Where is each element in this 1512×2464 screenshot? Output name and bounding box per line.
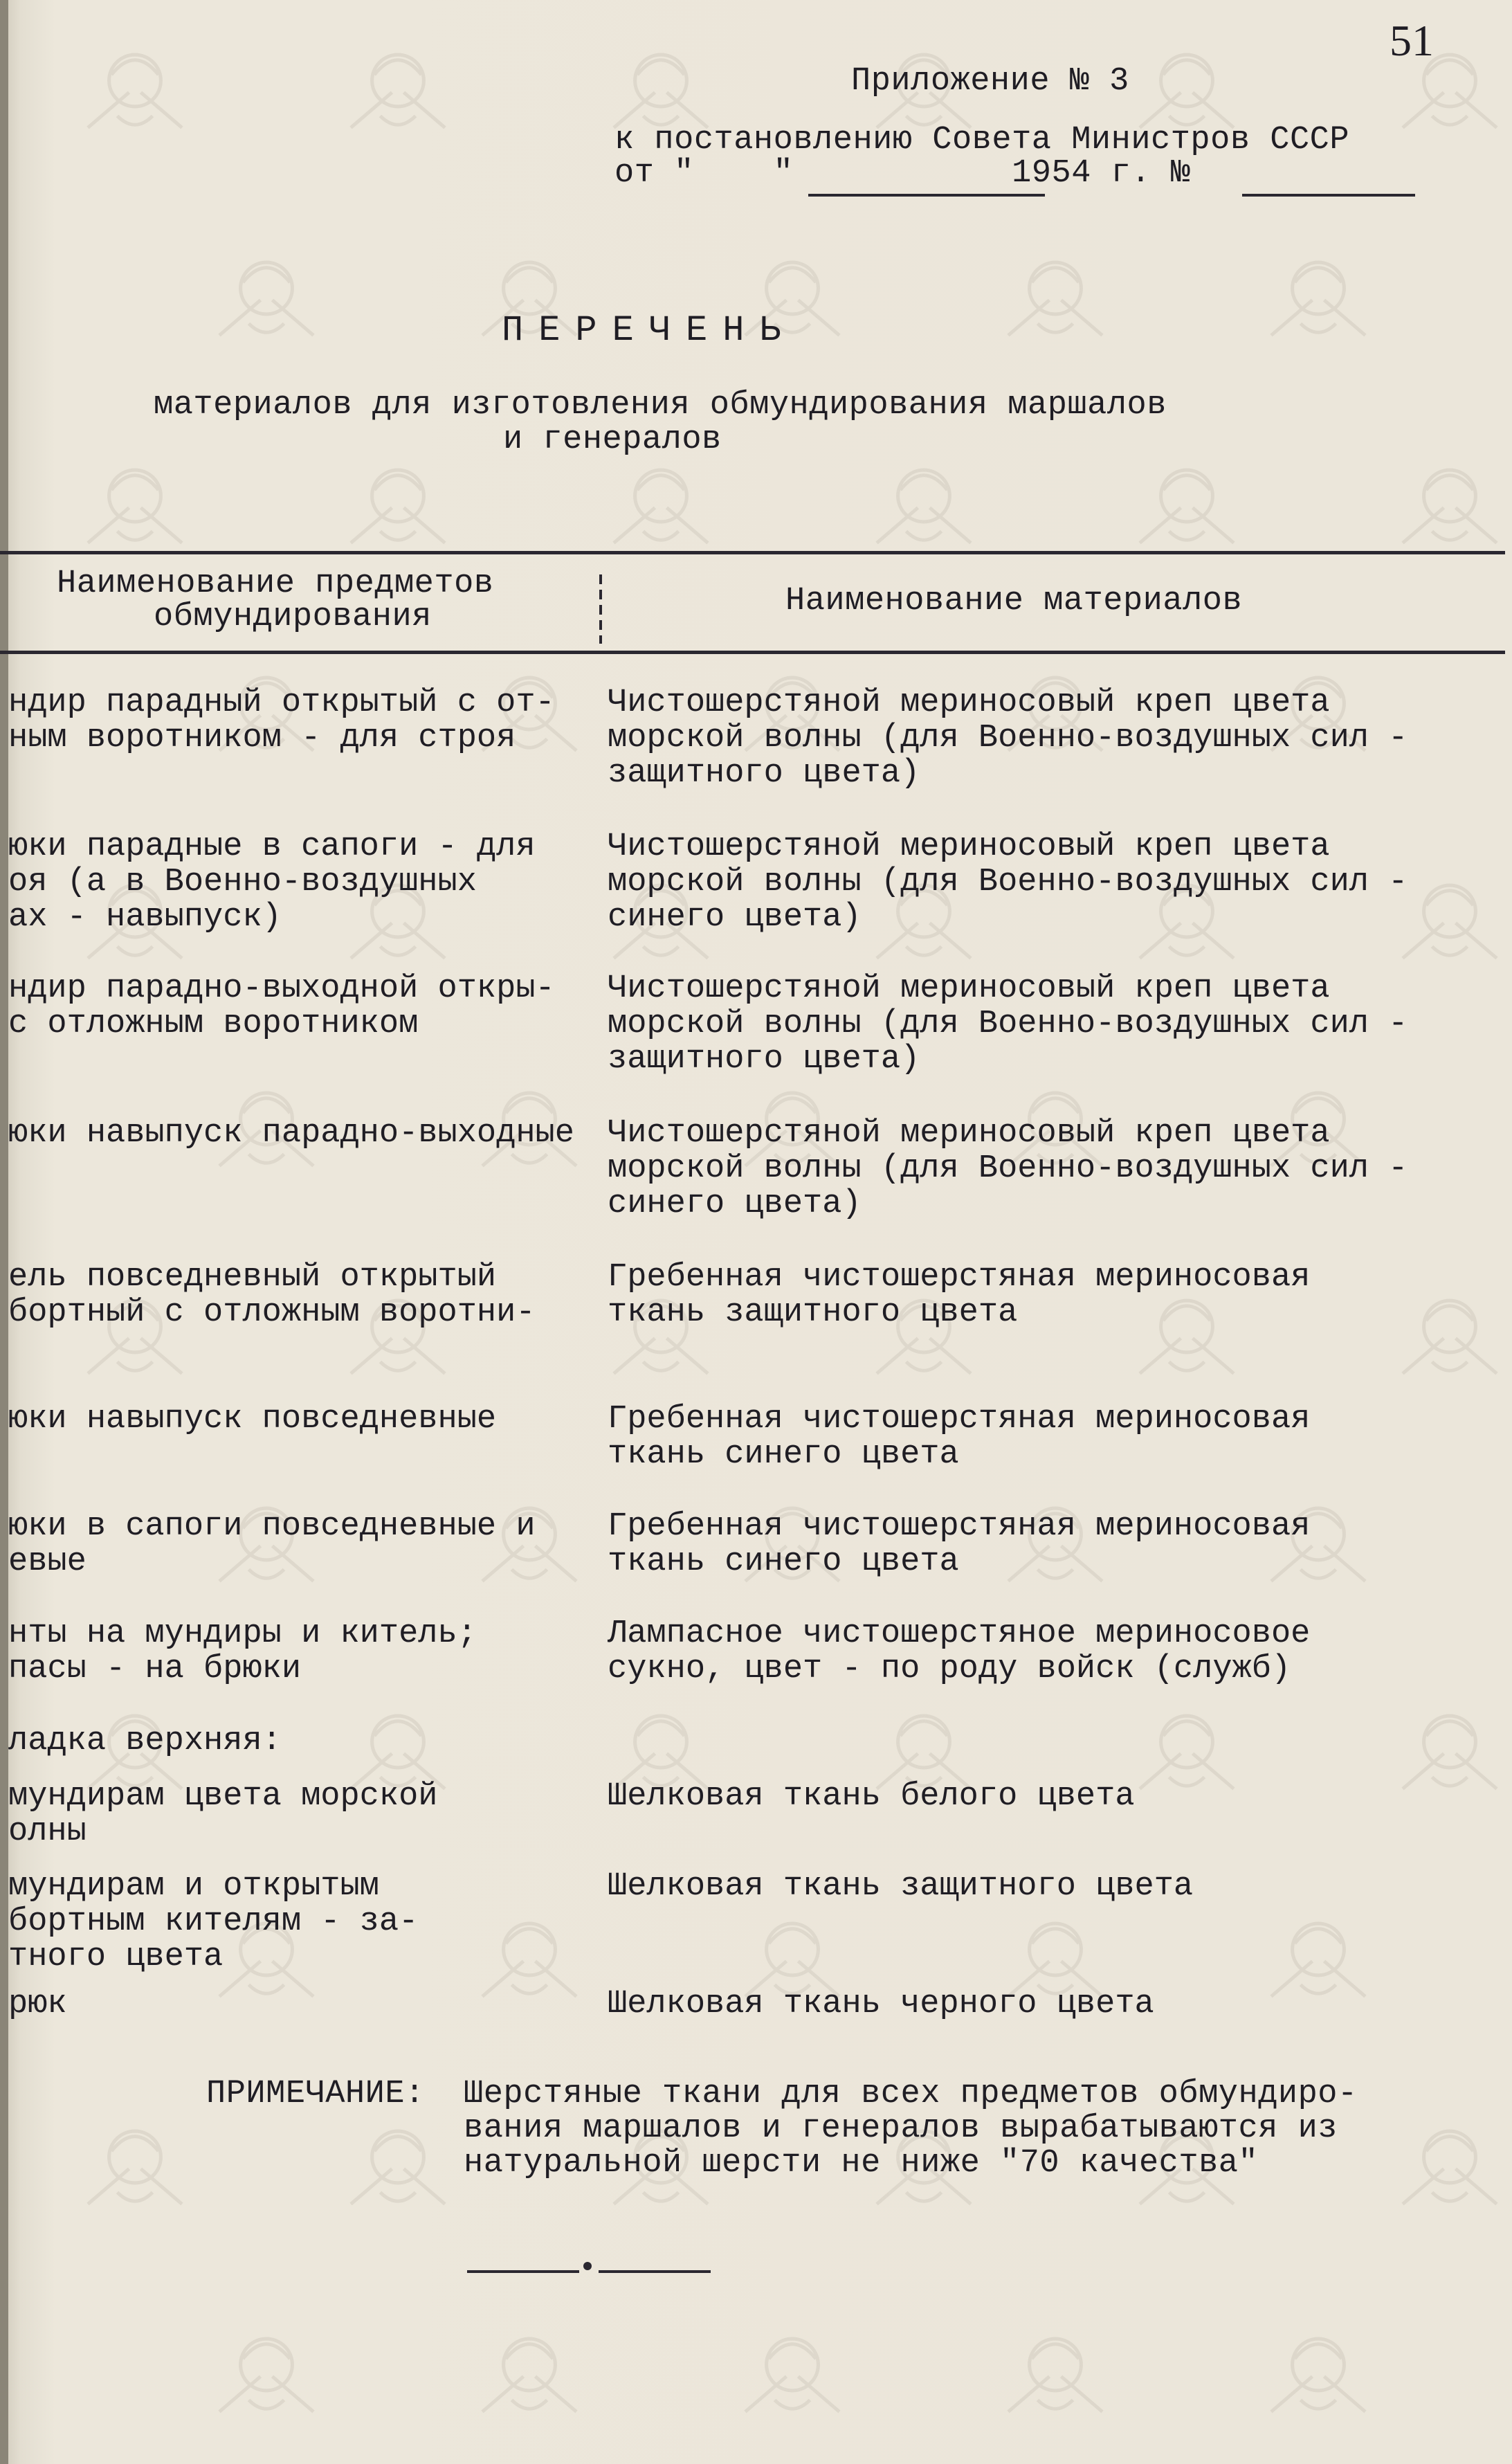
material-text-line: Чистошерстяной мериносовый креп цвета <box>608 1115 1330 1152</box>
number-blank-line <box>1242 194 1415 197</box>
material-text-line: ткань синего цвета <box>608 1436 959 1473</box>
item-text-line: тного цвета <box>8 1939 224 1975</box>
watermark-emblem-icon <box>865 443 983 561</box>
column-divider <box>599 574 602 644</box>
watermark-emblem-icon <box>339 28 457 145</box>
item-text-line: с отложным воротником <box>8 1006 419 1042</box>
material-text-line: Гребенная чистошерстяная мериносовая <box>608 1508 1311 1545</box>
item-text-line: мундирам и открытым <box>8 1869 379 1905</box>
watermark-emblem-icon <box>76 443 194 561</box>
subtitle-line-1: материалов для изготовления обмундирования маршалов <box>154 387 1167 424</box>
watermark-emblem-icon <box>602 443 720 561</box>
watermark-emblem-icon <box>339 2104 457 2222</box>
item-text-line: евые <box>8 1543 86 1580</box>
watermark-emblem-icon <box>1259 1896 1377 2014</box>
watermark-emblem-icon <box>76 2104 194 2222</box>
col2-header: Наименование материалов <box>785 583 1243 619</box>
watermark-emblem-icon <box>339 443 457 561</box>
header-bottom-rule <box>0 651 1505 654</box>
item-text-line: ладка верхняя: <box>8 1723 282 1759</box>
material-text-line: морской волны (для Военно-воздушных сил - <box>608 720 1408 757</box>
watermark-emblem-icon <box>208 2312 325 2429</box>
material-text-line: Чистошерстяной мериносовый креп цвета <box>608 828 1330 865</box>
item-text-line: бортным кителям - за- <box>8 1903 419 1940</box>
material-text-line: сукно, цвет - по роду войск (служб) <box>608 1651 1291 1687</box>
material-text-line: синего цвета) <box>608 899 862 936</box>
table-top-rule <box>0 551 1505 554</box>
material-text-line: морской волны (для Военно-воздушных сил - <box>608 1006 1408 1042</box>
material-text-line: защитного цвета) <box>608 1041 920 1078</box>
watermark-emblem-icon <box>1259 2312 1377 2429</box>
material-text-line: ткань защитного цвета <box>608 1294 1018 1331</box>
watermark-emblem-icon <box>1259 235 1377 353</box>
col1-header-line-2: обмундирования <box>154 599 432 635</box>
row-item-cell <box>0 1869 588 1980</box>
watermark-emblem-icon <box>1391 443 1509 561</box>
col1-header-line-1: Наименование предметов <box>57 565 494 602</box>
item-text-line: оя (а в Военно-воздушных <box>8 864 477 900</box>
note-line-2: вания маршалов и генералов вырабатываются из <box>464 2110 1338 2147</box>
material-text-line: Шелковая ткань белого цвета <box>608 1778 1135 1815</box>
item-text-line: ндир парадно-выходной откры- <box>8 971 555 1007</box>
row-item-cell <box>0 1616 588 1727</box>
watermark-emblem-icon <box>1391 1274 1509 1391</box>
material-text-line: Лампасное чистошерстяное мериносовое <box>608 1615 1311 1652</box>
item-text-line: юки парадные в сапоги - для <box>8 829 536 865</box>
material-text-line: ткань синего цвета <box>608 1543 959 1580</box>
material-text-line: Чистошерстяной мериносовый креп цвета <box>608 685 1330 721</box>
decree-date: от " " 1954 г. № <box>614 155 1191 192</box>
watermark-emblem-icon <box>208 235 325 353</box>
note-label: ПРИМЕЧАНИЕ: <box>206 2076 425 2112</box>
watermark-emblem-icon <box>471 2312 588 2429</box>
row-item-cell <box>0 1260 588 1370</box>
item-text-line: мундирам цвета морской <box>8 1779 438 1815</box>
material-text-line: Гребенная чистошерстяная мериносовая <box>608 1401 1311 1438</box>
document-title: ПЕРЕЧЕНЬ <box>502 310 796 351</box>
material-text-line: Шелковая ткань черного цвета <box>608 1986 1154 2022</box>
watermark-emblem-icon <box>1128 1689 1246 1806</box>
material-text-line: защитного цвета) <box>608 755 920 792</box>
material-text-line: Гребенная чистошерстяная мериносовая <box>608 1259 1311 1296</box>
item-text-line: юки в сапоги повседневные и <box>8 1509 536 1545</box>
closing-line-right <box>599 2270 711 2273</box>
item-text-line: пасы - на брюки <box>8 1651 302 1687</box>
item-text-line: юки навыпуск повседневные <box>8 1402 497 1438</box>
item-text-line: олны <box>8 1813 86 1850</box>
date-blank-line <box>808 194 1045 197</box>
subtitle-line-2: и генералов <box>503 422 722 458</box>
watermark-emblem-icon <box>1128 443 1246 561</box>
row-item-cell <box>0 829 588 940</box>
row-item-cell <box>0 1402 588 1512</box>
page-number: 51 <box>1390 16 1434 65</box>
item-text-line: юки навыпуск парадно-выходные <box>8 1116 574 1152</box>
material-text-line: Чистошерстяной мериносовый креп цвета <box>608 970 1330 1007</box>
material-text-line: Шелковая ткань защитного цвета <box>608 1868 1194 1905</box>
item-text-line: нты на мундиры и китель; <box>8 1616 477 1652</box>
watermark-emblem-icon <box>996 235 1114 353</box>
watermark-emblem-icon <box>76 28 194 145</box>
row-item-cell <box>0 971 588 1082</box>
row-item-cell <box>0 685 588 796</box>
watermark-emblem-icon <box>734 2312 851 2429</box>
row-item-cell <box>0 1509 588 1620</box>
item-text-line: ах - навыпуск) <box>8 899 282 936</box>
decree-reference: к постановлению Совета Министров СССР <box>614 122 1350 158</box>
material-text-line: синего цвета) <box>608 1186 862 1222</box>
watermark-emblem-icon <box>1391 1689 1509 1806</box>
appendix-number: Приложение № 3 <box>851 63 1129 100</box>
item-text-line: бортный с отложным воротни- <box>8 1294 536 1331</box>
item-text-line: ндир парадный открытый с от- <box>8 685 555 721</box>
item-text-line: ель повседневный открытый <box>8 1260 497 1296</box>
item-text-line: рюк <box>8 1986 67 2022</box>
closing-line-left <box>467 2270 579 2273</box>
watermark-emblem-icon <box>1391 858 1509 976</box>
note-line-1: Шерстяные ткани для всех предметов обмундиро- <box>464 2076 1358 2112</box>
material-text-line: морской волны (для Военно-воздушных сил - <box>608 1150 1408 1187</box>
item-text-line: ным воротником - для строя <box>8 720 516 757</box>
watermark-emblem-icon <box>996 2312 1114 2429</box>
watermark-emblem-icon <box>1391 2104 1509 2222</box>
material-text-line: морской волны (для Военно-воздушных сил - <box>608 864 1408 900</box>
row-item-cell <box>0 1116 588 1226</box>
closing-dot <box>583 2262 592 2270</box>
note-line-3: натуральной шерсти не ниже "70 качества" <box>464 2145 1259 2182</box>
